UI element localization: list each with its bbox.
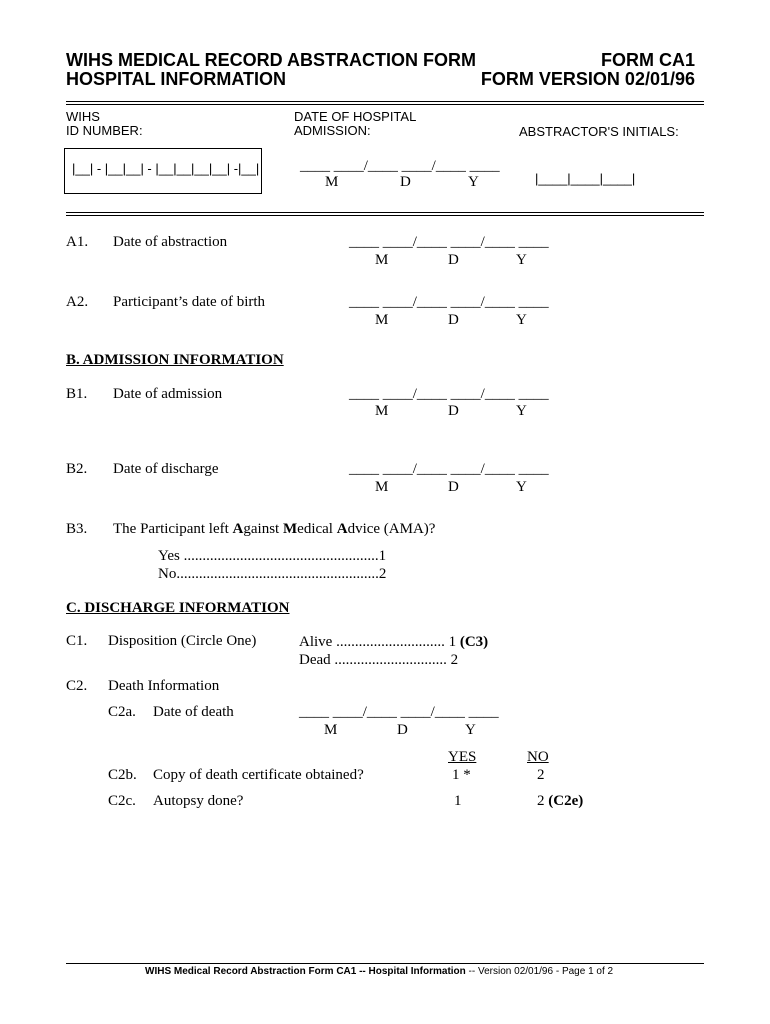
c2a-year-label: Y — [465, 722, 476, 738]
initials-input[interactable]: |____|____|____| — [535, 171, 636, 186]
b3-label-part: M — [282, 521, 298, 537]
b2-year-label: Y — [516, 479, 527, 495]
b1-label: Date of admission — [113, 386, 223, 402]
b1-date-input[interactable]: ____ ____/____ ____/____ ____ — [349, 386, 549, 402]
c2-label: Death Information — [108, 678, 220, 694]
wihs-label: WIHS — [66, 109, 100, 124]
b2-date-input[interactable]: ____ ____/____ ____/____ ____ — [349, 461, 549, 477]
b3-label-part: gainst — [243, 521, 283, 537]
c1-dead-option[interactable]: Dead .............................. 2 — [299, 652, 459, 668]
no-column-header: NO — [527, 749, 549, 765]
c2a-label: Date of death — [153, 704, 234, 720]
admission-label: DATE OF HOSPITAL — [294, 109, 417, 124]
b1-year-label: Y — [516, 403, 527, 419]
b3-label-part: The Participant left — [113, 521, 233, 537]
page-footer — [145, 966, 613, 977]
a2-month-label: M — [375, 312, 389, 328]
a2-year-label: Y — [516, 312, 527, 328]
c1-label: Disposition (Circle One) — [108, 633, 257, 649]
admission-date-input[interactable]: ____ ____/____ ____/____ ____ — [300, 158, 500, 174]
form-subtitle: HOSPITAL INFORMATION — [66, 69, 286, 89]
a1-year-label: Y — [516, 252, 527, 268]
a1-date-input[interactable]: ____ ____/____ ____/____ ____ — [349, 234, 549, 250]
c2c-no-text: 2 — [537, 793, 549, 809]
c2c-skip: (C2e) — [548, 793, 584, 809]
c2b-yes-option[interactable]: 1 * — [452, 767, 471, 783]
b2-label: Date of discharge — [113, 461, 219, 477]
c2c-label: Autopsy done? — [153, 793, 244, 809]
admission-day-label: D — [400, 174, 411, 190]
a2-date-input[interactable]: ____ ____/____ ____/____ ____ — [349, 294, 549, 310]
section-c-heading: C. DISCHARGE INFORMATION — [66, 600, 290, 616]
b3-number: B3. — [66, 521, 88, 537]
id-number-label: ID NUMBER: — [66, 123, 143, 138]
b1-number: B1. — [66, 386, 88, 402]
c2b-number: C2b. — [108, 767, 137, 783]
c2b-no-option[interactable]: 2 — [537, 767, 545, 783]
c2a-month-label: M — [324, 722, 338, 738]
c2a-day-label: D — [397, 722, 408, 738]
c1-number: C1. — [66, 633, 88, 649]
footer-divider — [66, 963, 704, 964]
b3-no-option[interactable]: No......................................................2 — [158, 566, 387, 582]
admission-label-2: ADMISSION: — [294, 123, 371, 138]
alive-skip: (C3) — [459, 634, 489, 650]
admission-month-label: M — [325, 174, 339, 190]
yes-column-header: YES — [448, 749, 477, 765]
c2b-label: Copy of death certificate obtained? — [153, 767, 364, 783]
c1-alive-option[interactable] — [299, 634, 488, 651]
abstractor-initials-label: ABSTRACTOR'S INITIALS: — [519, 124, 679, 139]
c2a-number: C2a. — [108, 704, 136, 720]
b3-label-part: dvice (AMA)? — [347, 521, 436, 537]
c2c-yes-option[interactable]: 1 — [454, 793, 462, 809]
c2-number: C2. — [66, 678, 88, 694]
form-version: FORM VERSION 02/01/96 — [480, 69, 695, 89]
c2a-date-input[interactable]: ____ ____/____ ____/____ ____ — [299, 704, 499, 720]
footer-title: WIHS Medical Record Abstraction Form CA1 -- Hospital Information — [145, 966, 466, 977]
b2-month-label: M — [375, 479, 389, 495]
b3-label-part: A — [336, 521, 348, 537]
a1-month-label: M — [375, 252, 389, 268]
b3-yes-option[interactable]: Yes ....................................................1 — [158, 548, 387, 564]
a1-day-label: D — [448, 252, 459, 268]
c2c-number: C2c. — [108, 793, 136, 809]
id-block-divider — [66, 212, 704, 216]
b3-label — [113, 521, 435, 538]
b3-label-part: edical — [297, 521, 337, 537]
c2c-no-option[interactable] — [537, 793, 583, 810]
admission-year-label: Y — [468, 174, 479, 190]
form-title: WIHS MEDICAL RECORD ABSTRACTION FORM — [66, 50, 476, 70]
b1-day-label: D — [448, 403, 459, 419]
a1-label: Date of abstraction — [113, 234, 228, 250]
a2-label: Participant’s date of birth — [113, 294, 266, 310]
footer-version: -- Version 02/01/96 - Page 1 of 2 — [465, 966, 614, 977]
a2-number: A2. — [66, 294, 89, 310]
id-number-input[interactable]: |__| - |__|__| - |__|__|__|__| -|__| — [72, 161, 260, 176]
a1-number: A1. — [66, 234, 89, 250]
a2-day-label: D — [448, 312, 459, 328]
alive-text: Alive ............................. 1 — [299, 634, 460, 650]
form-id: FORM CA1 — [601, 50, 695, 70]
b2-day-label: D — [448, 479, 459, 495]
section-b-heading: B. ADMISSION INFORMATION — [66, 352, 284, 368]
b3-label-part: A — [232, 521, 244, 537]
header-divider — [66, 101, 704, 105]
b2-number: B2. — [66, 461, 88, 477]
b1-month-label: M — [375, 403, 389, 419]
